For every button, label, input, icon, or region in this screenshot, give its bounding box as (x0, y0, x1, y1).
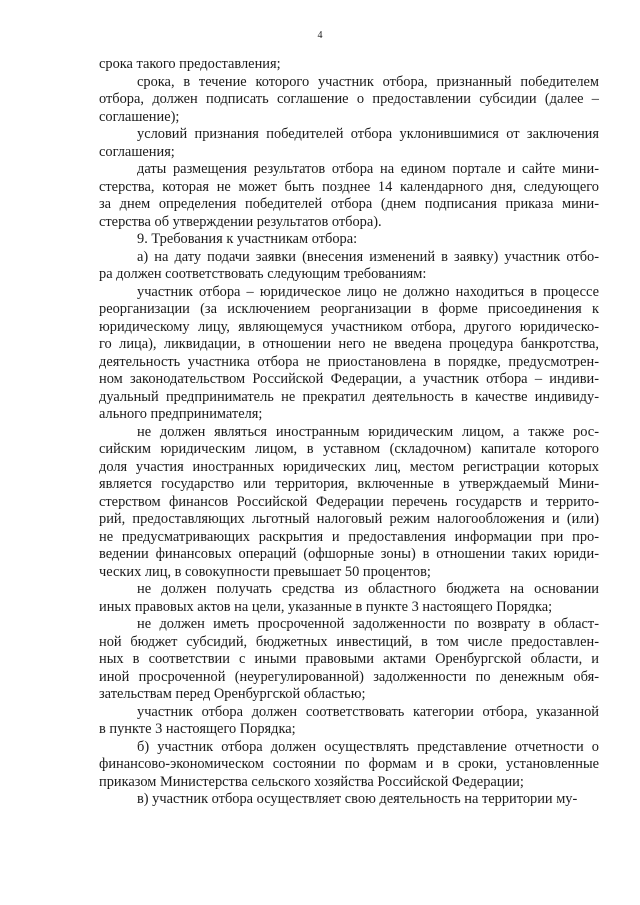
text-line: отбора, должен подписать соглашение о предоставлении субсидии (далее – (99, 91, 599, 107)
text-line: ального предпринимателя; (99, 406, 263, 422)
text-line: соглашение); (99, 108, 180, 125)
paragraph (99, 581, 599, 616)
text-line: условий признания победителей отбора уклонившимися от заключения (137, 126, 599, 142)
text-line: 9. Требования к участникам отбора: (137, 231, 358, 247)
text-line: участник отбора – юридическое лицо не должно находиться в процессе (137, 283, 599, 300)
text-line: за днем определения победителей отбора (днем подписания приказа мини- (99, 196, 599, 212)
paragraph (99, 284, 599, 424)
text-line: го лица), ликвидации, в отношении него не введена процедура банкротства, (99, 336, 599, 352)
text-line: иных правовых актов на цели, указанные в пункте 3 настоящего Порядка; (99, 598, 553, 615)
text-line: ном законодательством Российской Федерации, а участник отбора – индиви- (99, 371, 599, 387)
paragraph (99, 56, 599, 74)
paragraph (99, 231, 599, 249)
text-line: ра должен соответствовать следующим требованиям: (99, 266, 427, 282)
text-line: является государство или территория, включенные в утверждаемый Мини- (99, 476, 599, 492)
text-line: рий, предоставляющих льготный налоговый режим налогообложения и (или) (99, 511, 599, 527)
text-line: стерства, которая не может быть позднее 14 календарного дня, следующего (99, 178, 599, 195)
text-line: не предусматривающих раскрытия и предоставления информации при про- (99, 528, 599, 545)
text-line: не должен получать средства из областного бюджета на основании (137, 581, 599, 597)
page-number: 4 (317, 30, 323, 41)
text-line: а) на дату подачи заявки (внесения изменений в заявку) участник отбо- (137, 248, 599, 265)
text-line: реорганизации (за исключением реорганизации в форме присоединения к (99, 301, 599, 317)
text-line: ной бюджет субсидий, бюджетных инвестиций, в том числе предоставлен- (99, 633, 599, 650)
text-line: ческих лиц, в совокупности превышает 50 процентов; (99, 563, 431, 580)
text-line: срока, в течение которого участник отбора, признанный победителем (137, 73, 599, 90)
text-line: в) участник отбора осуществляет свою деятельность на территории му- (137, 791, 578, 807)
text-line: сийским юридическим лицом, в уставном (складочном) капитале которого (99, 441, 599, 457)
document-body (99, 56, 599, 809)
text-line: стерством финансов Российской Федерации перечень государств и террито- (99, 493, 599, 510)
text-line: иной просроченной (неурегулированной) задолженности по денежным обя- (99, 668, 599, 685)
text-line: ных в соответствии с иными правовыми актами Оренбургской области, и (99, 651, 599, 667)
text-line: юридическому лицу, являющемуся участником отбора, другого юридическо- (99, 318, 599, 335)
text-line: б) участник отбора должен осуществлять представление отчетности о (137, 738, 599, 755)
text-line: соглашения; (99, 143, 175, 160)
text-line: дуальный предприниматель не прекратил деятельность в качестве индивиду- (99, 388, 599, 405)
text-line: деятельность участника отбора не приостановлена в порядке, предусмотрен- (99, 353, 599, 370)
text-line: участник отбора должен соответствовать категории отбора, указанной (137, 703, 599, 720)
text-line: приказом Министерства сельского хозяйства Российской Федерации; (99, 773, 524, 790)
text-line: даты размещения результатов отбора на едином портале и сайте мини- (137, 161, 599, 177)
text-line: в пункте 3 настоящего Порядка; (99, 721, 296, 737)
paragraph (99, 616, 599, 704)
text-line: ведении финансовых операций (офшорные зоны) в отношении таких юриди- (99, 546, 599, 562)
text-line: срока такого предоставления; (99, 56, 281, 72)
text-line: зательствам перед Оренбургской областью; (99, 686, 366, 702)
text-line: стерства об утверждении результатов отбора). (99, 213, 382, 230)
paragraph (99, 126, 599, 161)
text-line: не должен иметь просроченной задолженности по возврату в област- (137, 616, 599, 632)
paragraph (99, 161, 599, 231)
paragraph (99, 739, 599, 792)
text-line: финансово-экономическом состоянии по формам и в сроки, установленные (99, 756, 599, 772)
paragraph (99, 249, 599, 284)
text-line: не должен являться иностранным юридическим лицом, а также рос- (137, 423, 599, 440)
text-line: доля участия иностранных юридических лиц, местом регистрации которых (99, 458, 599, 475)
paragraph (99, 424, 599, 582)
paragraph (99, 791, 599, 809)
paragraph (99, 704, 599, 739)
paragraph (99, 74, 599, 127)
